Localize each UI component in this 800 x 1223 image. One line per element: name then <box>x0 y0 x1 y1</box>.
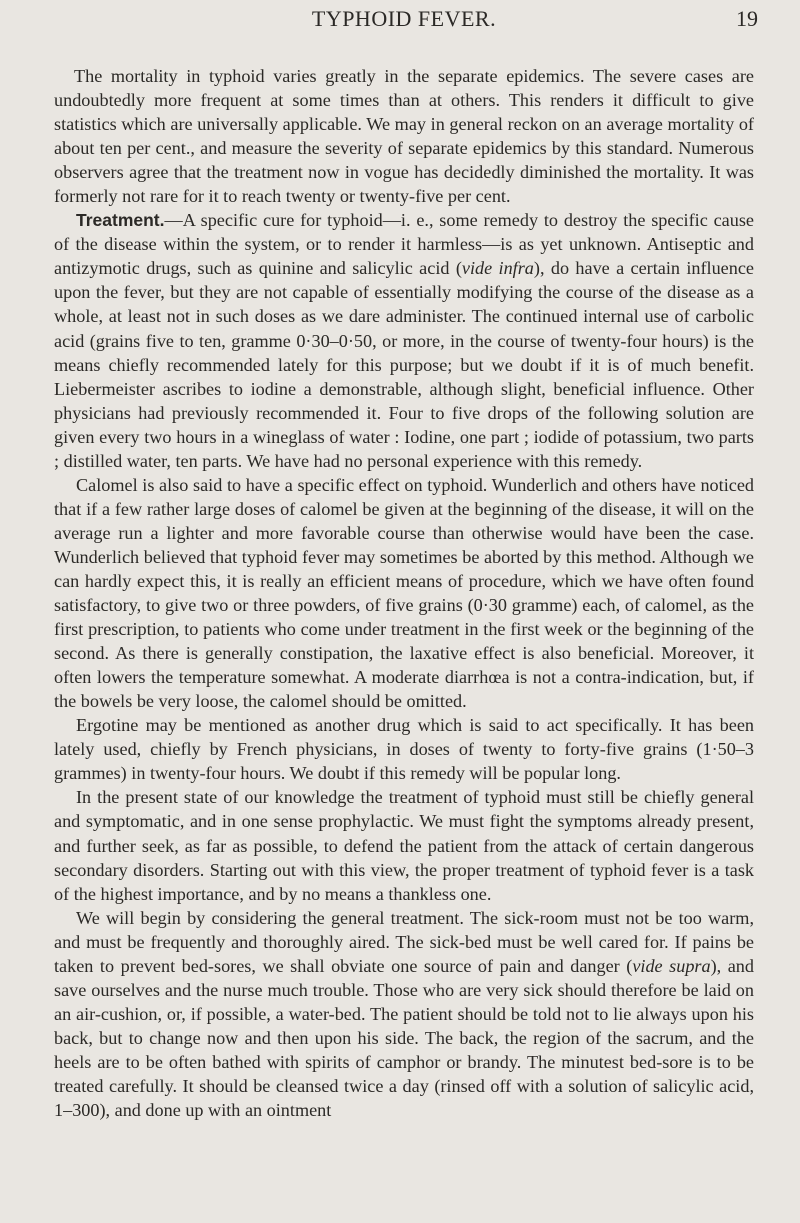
body-text <box>54 64 754 1122</box>
paragraph-ergotine: Ergotine may be mentioned as another drug which is said to act specifically. It has been lately used, chiefly by French physicians, in doses of twenty to forty-five grains (1·50–3 grammes) in twenty-four hours. We doubt if this remedy will be popular long. <box>54 715 754 784</box>
paragraph-text: ), do have a certain influence upon the fever, but they are not capable of essentially modifying the course of the disease as a whole, at least not in such doses as we dare administer. The continued internal use of carbolic acid (grains five to ten, gramme 0·30–0·50, or more, in the course of twenty-four hours) is the means chiefly recommended lately for this purpose; but we doubt if it is of much benefit. Liebermeister ascribes to iodine a demonstrable, although slight, beneficial influence. Other physicians had previously recommended it. Four to five drops of the following solution are given every two hours in a wineglass of water : Iodine, one part ; iodide of potassium, two parts ; distilled water, ten parts. We have had no personal experience with this remedy. <box>54 258 754 471</box>
cross-reference: vide infra <box>461 258 534 279</box>
running-head <box>54 0 758 64</box>
paragraph-general-treatment <box>54 906 754 1122</box>
paragraph-treatment <box>54 208 754 473</box>
cross-reference: vide supra <box>632 955 711 976</box>
paragraph-text: ), and save ourselves and the nurse much trouble. Those who are very sick should therefore be laid on an air-cushion, or, if possible, a water-bed. The patient should be told not to lie always upon his back, but to change now and then upon his side. The back, the region of the sacrum, and the heels are to be often bathed with spirits of camphor or brandy. The minutest bed-sore is to be treated carefully. It should be cleansed twice a day (rinsed off with a solution of salicylic acid, 1–300), and done up with an ointment <box>54 955 754 1121</box>
page-number: 19 <box>736 6 758 31</box>
paragraph-calomel: Calomel is also said to have a specific effect on typhoid. Wunderlich and others have noticed that if a few rather large doses of calomel be given at the beginning of the disease, it will on the average run a lighter and more favorable course than otherwise would have been the case. Wunderlich believed that typhoid fever may sometimes be aborted by this method. Although we can hardly expect this, it is really an efficient means of procedure, which we have often found satisfactory, to give two or three powders, of five grains (0·30 gramme) each, of calomel, as the first prescription, to patients who come under treatment in the first week or the beginning of the second. As there is generally constipation, the laxative effect is also beneficial. Moreover, it often lowers the temperature somewhat. A moderate diarrhœa is not a contra-indication, but, if the bowels be very loose, the calomel should be omitted. <box>54 474 754 712</box>
paragraph-text: —A specific cure for typhoid—i. e., some remedy to destroy the specific cause of the disease within the system, or to render it harmless—is as yet unknown. Antiseptic and antizymotic drugs, such as quinine and salicylic acid ( <box>54 210 754 279</box>
paragraph-text: We will begin by considering the general treatment. The sick-room must not be too warm, and must be frequently and thoroughly aired. The sick-bed must be well cared for. If pains be taken to prevent bed-sores, we shall obviate one source of pain and danger ( <box>54 907 754 976</box>
paragraph-present-state: In the present state of our knowledge the treatment of typhoid must still be chiefly general and symptomatic, and in one sense prophylactic. We must fight the symptoms already present, and further seek, as far as possible, to defend the patient from the attack of certain dangerous secondary disorders. Starting out with this view, the proper treatment of typhoid fever is a task of the highest importance, and by no means a thankless one. <box>54 787 754 904</box>
running-title: TYPHOID FEVER. <box>311 6 497 31</box>
paragraph-mortality: The mortality in typhoid varies greatly in the separate epidemics. The severe cases are undoubtedly more frequent at some times than at others. This renders it difficult to give statistics which are universally applicable. We may in general reckon on an average mortality of about ten per cent., and measure the severity of separate epidemics by this standard. Numerous observers agree that the treatment now in vogue has decidedly diminished the mortality. It was formerly not rare for it to reach twenty or twenty-five per cent. <box>54 66 754 207</box>
section-heading-treatment: Treatment. <box>76 210 165 231</box>
